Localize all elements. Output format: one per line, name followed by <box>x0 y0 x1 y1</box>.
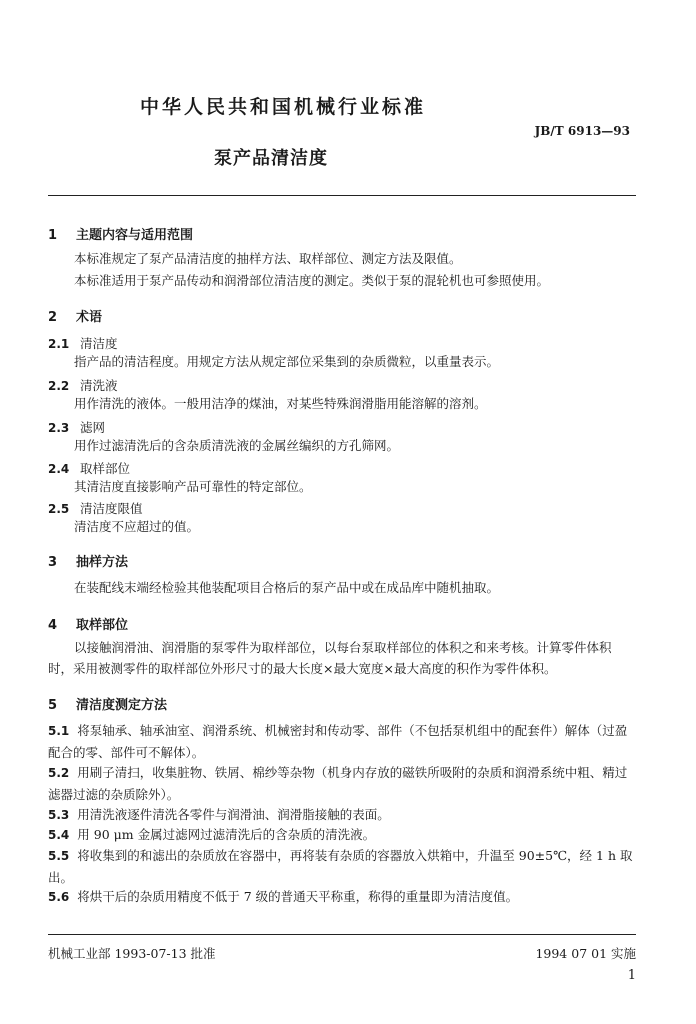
term-2-4-definition: 其清洁度直接影响产品可靠性的特定部位。 <box>74 479 312 494</box>
section-3-heading: 3 抽样方法 <box>48 555 129 570</box>
section-1-heading: 1 主题内容与适用范围 <box>48 228 194 243</box>
term-2-5: 2.5 清洁度限值 <box>48 501 143 516</box>
issuing-organization: 中华人民共和国机械行业标准 <box>140 96 427 118</box>
effective-date: 1994 07 01 实施 <box>535 946 636 961</box>
section-3-paragraph: 在装配线末端经检验其他装配项目合格后的泵产品中或在成品库中随机抽取。 <box>74 580 500 595</box>
term-2-2-definition: 用作清洗的液体。一般用洁净的煤油，对某些特殊润滑脂用能溶解的溶剂。 <box>74 396 487 411</box>
term-2-2: 2.2 清洗液 <box>48 378 118 393</box>
section-4-paragraph: 以接触润滑油、润滑脂的泵零件为取样部位，以每台泵取样部位的体积之和来考核。计算零件体积时，采用被测零件的取样部位外形尺寸的最大长度×最大宽度×最大高度的积作为零件体积。 <box>48 640 612 676</box>
header-rule <box>48 195 636 196</box>
clause-5-6: 5.6 将烘干后的杂质用精度不低于 7 级的普通天平称重，称得的重量即为清洁度值。 <box>48 889 519 904</box>
approval-note: 机械工业部 1993-07-13 批准 <box>48 946 216 961</box>
section-5-heading: 5 清洁度测定方法 <box>48 698 168 713</box>
footer-rule <box>48 934 636 935</box>
section-1-paragraph-1: 本标准规定了泵产品清洁度的抽样方法、取样部位、测定方法及限值。 <box>74 251 462 266</box>
section-1-paragraph-2: 本标准适用于泵产品传动和润滑部位清洁度的测定。类似于泵的混轮机也可参照使用。 <box>74 273 550 288</box>
term-2-5-definition: 清洁度不应超过的值。 <box>74 519 200 534</box>
clause-5-3: 5.3 用清洗液逐件清洗各零件与润滑油、润滑脂接触的表面。 <box>48 807 390 822</box>
section-2-heading: 2 术语 <box>48 310 103 325</box>
term-2-3: 2.3 滤网 <box>48 420 106 435</box>
term-2-1: 2.1 清洁度 <box>48 336 118 351</box>
clause-5-2: 5.2 用刷子清扫，收集脏物、铁屑、棉纱等杂物（机身内存放的磁铁所吸附的杂质和润滑系统中粗、精过滤器过滤的杂质除外）。 <box>48 765 628 802</box>
term-2-1-definition: 指产品的清洁程度。用规定方法从规定部位采集到的杂质微粒，以重量表示。 <box>74 354 500 369</box>
section-4-heading: 4 取样部位 <box>48 618 129 633</box>
page-number: 1 <box>627 968 636 983</box>
term-2-4: 2.4 取样部位 <box>48 461 131 476</box>
document-title: 泵产品清洁度 <box>214 148 328 169</box>
standard-code: JB/T 6913—93 <box>534 124 630 138</box>
clause-5-5: 5.5 将收集到的和滤出的杂质放在容器中，再将装有杂质的容器放入烘箱中，升温至 90±5℃，经 1 h 取出。 <box>48 848 633 885</box>
term-2-3-definition: 用作过滤清洗后的含杂质清洗液的金属丝编织的方孔筛网。 <box>74 438 400 453</box>
clause-5-4: 5.4 用 90 μm 金属过滤网过滤清洗后的含杂质的清洗液。 <box>48 827 376 842</box>
clause-5-1: 5.1 将泵轴承、轴承油室、润滑系统、机械密封和传动零、部件（不包括泵机组中的配套件）解体（过盈配合的零、部件可不解体）。 <box>48 723 628 760</box>
